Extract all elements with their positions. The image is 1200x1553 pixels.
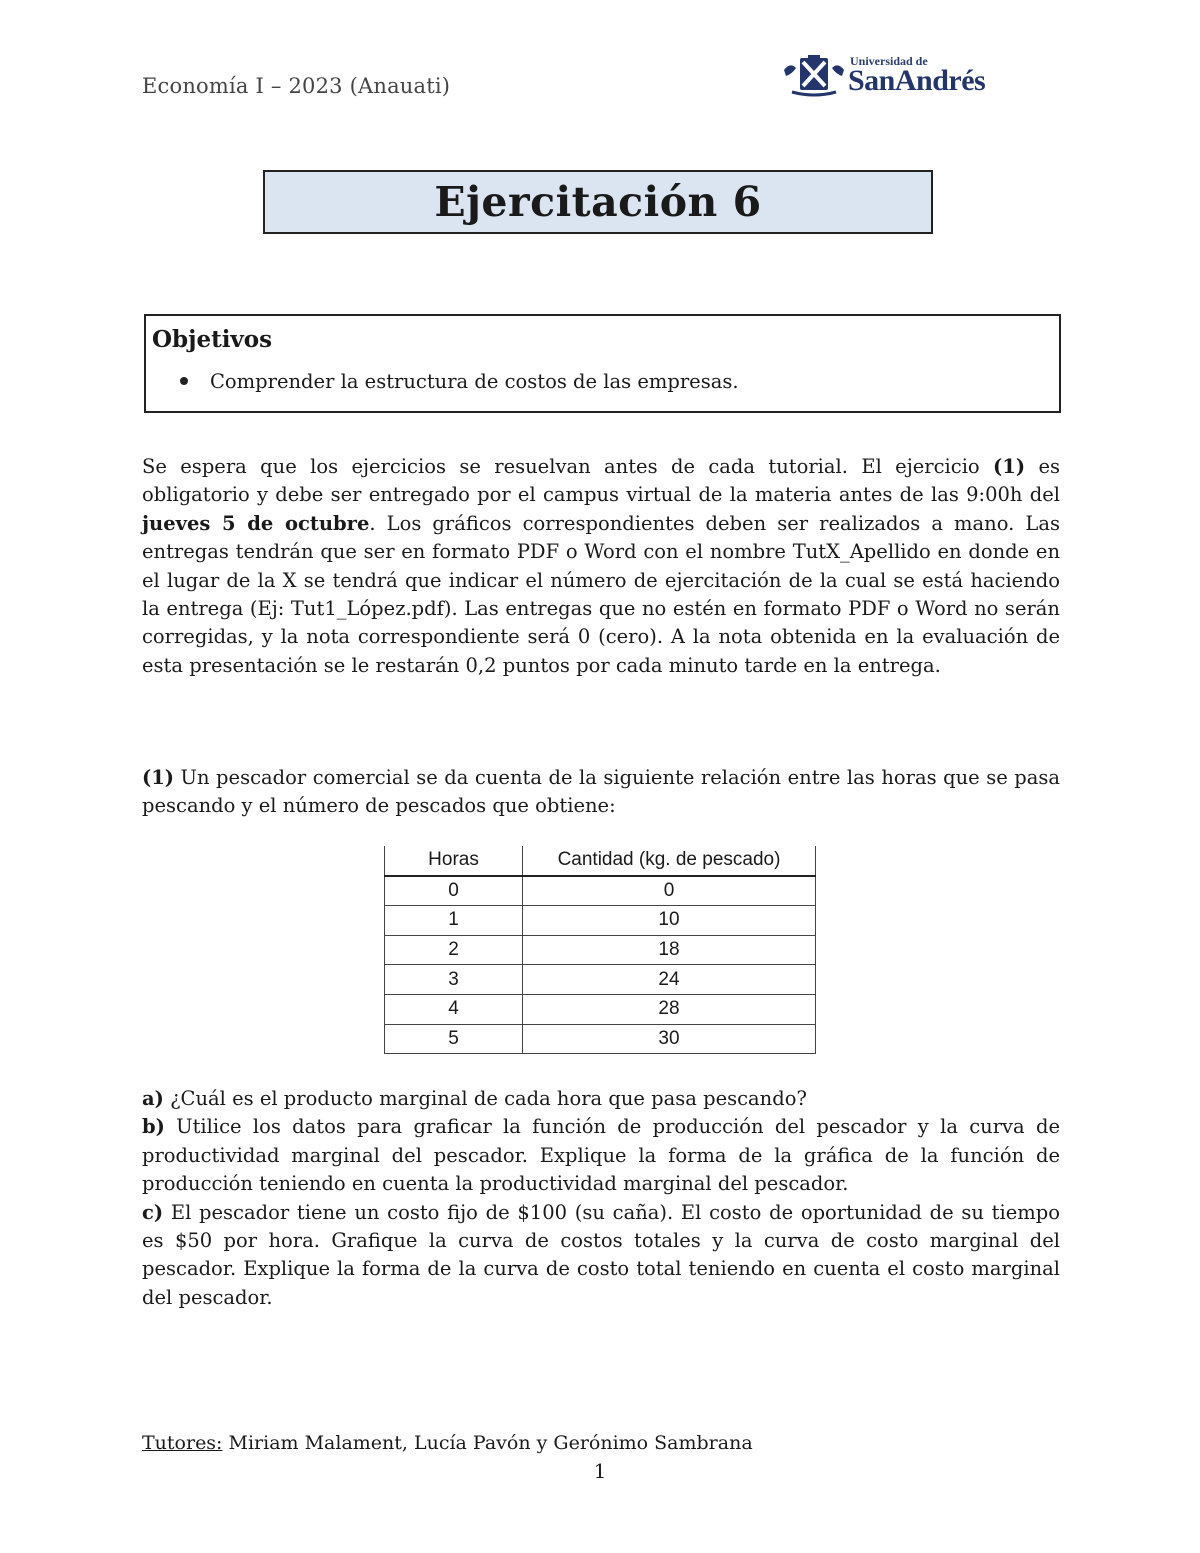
table-row — [385, 965, 816, 995]
question-a-label: a) — [142, 1087, 164, 1110]
page-title: Ejercitación 6 — [434, 178, 762, 226]
logo-text-big: SanAndrés — [848, 64, 986, 97]
cell-hours: 2 — [385, 935, 523, 965]
cell-quantity: 24 — [523, 965, 816, 995]
table-row — [385, 876, 816, 906]
table-header-row — [385, 846, 816, 876]
bullet-icon — [180, 377, 188, 385]
tutors-label: Tutores: — [142, 1432, 223, 1454]
cell-quantity: 18 — [523, 935, 816, 965]
column-header-hours: Horas — [385, 846, 523, 876]
exercise-text: Un pescador comercial se da cuenta de la siguiente relación entre las horas que se pasa pescando y el número de pescados que obtiene: — [142, 766, 1060, 818]
question-b-text: Utilice los datos para graficar la función de producción del pescador y la curva de productividad marginal del pescador. Explique la forma de la gráfica de la función de producción teniendo en cuenta la productividad marginal del pescador. — [142, 1115, 1060, 1196]
cell-hours: 4 — [385, 994, 523, 1024]
question-b — [142, 1113, 1060, 1198]
table-row — [385, 906, 816, 936]
question-b-label: b) — [142, 1115, 165, 1139]
question-c — [142, 1199, 1060, 1313]
cell-hours: 0 — [385, 876, 523, 906]
cell-hours: 3 — [385, 965, 523, 995]
exercise-number: (1) — [142, 766, 175, 789]
exercise-1-statement — [142, 764, 1060, 821]
question-a — [142, 1085, 1060, 1113]
intro-text-1: Se espera que los ejercicios se resuelvan antes de cada tutorial. El ejercicio — [142, 455, 994, 478]
cell-hours: 1 — [385, 906, 523, 936]
cell-quantity: 10 — [523, 906, 816, 936]
questions-block — [142, 1085, 1060, 1312]
university-logo — [782, 52, 992, 98]
title-box — [263, 170, 933, 234]
cell-quantity: 30 — [523, 1024, 816, 1054]
course-header: Economía I – 2023 (Anauati) — [142, 74, 451, 98]
intro-exercise-ref: (1) — [993, 455, 1026, 478]
objectives-box — [144, 314, 1061, 413]
column-header-quantity: Cantidad (kg. de pescado) — [523, 846, 816, 876]
crest-icon — [782, 54, 846, 98]
cell-hours: 5 — [385, 1024, 523, 1054]
table-row — [385, 1024, 816, 1054]
objectives-heading: Objetivos — [152, 326, 273, 353]
tutors-names: Miriam Malament, Lucía Pavón y Gerónimo Sambrana — [222, 1432, 753, 1454]
intro-text-3: . Los gráficos correspondientes deben ser realizados a mano. Las entregas tendrán que ser en formato PDF o Word con el nombre TutX_Apellido en donde en el lugar de la X se tendrá que indicar el número de ejercitación de la cual se está haciendo la entrega (Ej: Tut1_López.pdf). Las entregas que no estén en formato PDF o Word no serán corregidas, y la nota correspondiente será 0 (cero). A la nota obtenida en la evaluación de esta presentación se le restarán 0,2 puntos por cada minuto tarde en la entrega. — [142, 511, 1060, 677]
logo-text-small: Universidad de — [850, 54, 928, 68]
footer-tutors — [142, 1432, 753, 1454]
question-c-text: El pescador tiene un costo fijo de $100 (su caña). El costo de oportunidad de su tiempo es $50 por hora. Grafique la curva de costos totales y la curva de costo marginal del pescador. Explique la forma de la curva de costo total teniendo en cuenta el costo marginal del pescador. — [142, 1200, 1060, 1309]
table-row — [385, 935, 816, 965]
page-number: 1 — [593, 1459, 607, 1483]
cell-quantity: 0 — [523, 876, 816, 906]
cell-quantity: 28 — [523, 994, 816, 1024]
production-table — [384, 846, 816, 1054]
objective-item — [180, 370, 739, 393]
objective-text: Comprender la estructura de costos de las empresas. — [210, 370, 739, 393]
intro-deadline: jueves 5 de octubre — [142, 511, 370, 535]
intro-text-2: es obligatorio y debe ser entregado por el campus virtual de la materia antes de las 9:00h del — [142, 455, 1060, 507]
question-c-label: c) — [142, 1200, 164, 1224]
question-a-text: ¿Cuál es el producto marginal de cada hora que pasa pescando? — [163, 1087, 807, 1110]
intro-paragraph — [142, 453, 1060, 680]
table-row — [385, 994, 816, 1024]
